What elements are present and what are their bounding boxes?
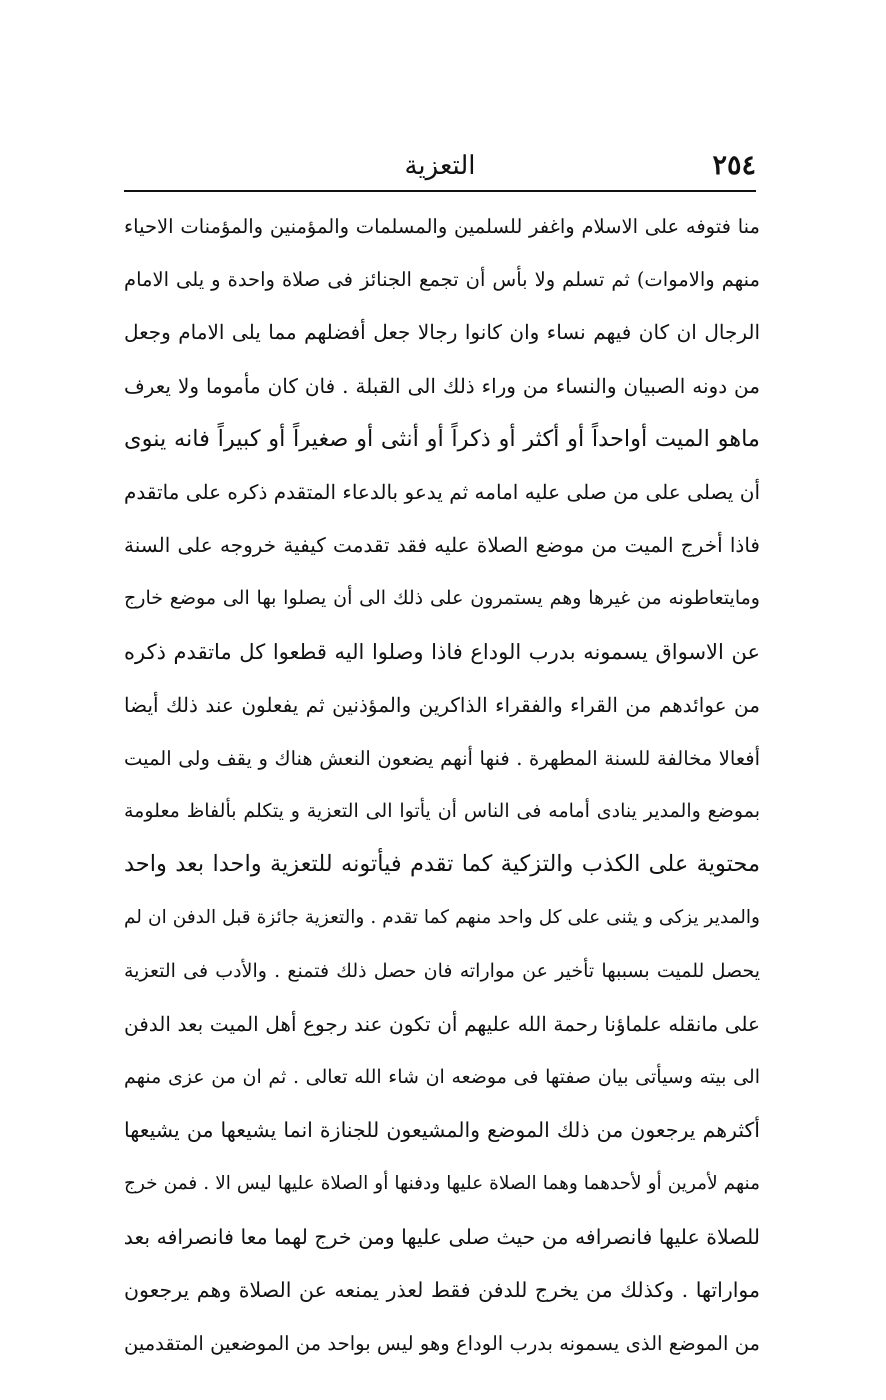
- text-line: محتوية على الكذب والتزكية كما تقدم فيأتونه للتعزية واحدا بعد واحد: [124, 851, 760, 878]
- header-rule: [124, 190, 756, 192]
- text-line: الرجال ان كان فيهم نساء وان كانوا رجالا جعل أفضلهم مما يلى الامام وجعل: [124, 320, 760, 345]
- text-line: بموضع والمدير ينادى أمامه فى الناس أن يأتوا الى التعزية و يتكلم بألفاظ معلومة: [124, 800, 760, 823]
- text-line: من الموضع الذى يسمونه بدرب الوداع وهو ليس بواحد من الموضعين المتقدمين: [124, 1331, 760, 1355]
- text-line: من دونه الصبيان والنساء من وراء ذلك الى القبلة . فان كان مأموما ولا يعرف: [124, 373, 760, 398]
- page-header: [124, 140, 756, 188]
- text-line: للصلاة عليها فانصرافه من حيث صلى عليها ومن خرج لهما معا فانصرافه بعد: [124, 1224, 760, 1249]
- text-line: منهم والاموات) ثم تسلم ولا بأس أن تجمع الجنائز فى صلاة واحدة و يلى الامام: [124, 268, 760, 292]
- text-line: أكثرهم يرجعون من ذلك الموضع والمشيعون للجنازة انما يشيعها من يشيعها: [124, 1118, 760, 1143]
- text-line: ماهو الميت أواحداً أو أكثر أو ذكراً أو أنثى أو صغيراً أو كبيراً فانه ينوى: [124, 425, 760, 452]
- text-line: عن الاسواق يسمونه بدرب الوداع فاذا وصلوا اليه قطعوا كل ماتقدم ذكره: [124, 639, 760, 664]
- running-title: التعزية: [404, 151, 476, 181]
- text-line: فاذا أخرج الميت من موضع الصلاة عليه فقد تقدمت كيفية خروجه على السنة: [124, 533, 760, 558]
- text-line: الى بيته وسيأتى بيان صفتها فى موضعه ان شاء الله تعالى . ثم ان من عزى منهم: [124, 1066, 760, 1088]
- text-line: أفعالا مخالفة للسنة المطهرة . فنها أنهم يضعون النعش هناك و يقف ولى الميت: [124, 746, 760, 770]
- text-line: على مانقله علماؤنا رحمة الله عليهم أن تكون عند رجوع أهل الميت بعد الدفن: [124, 1011, 760, 1036]
- page-number: ٢٥٤: [712, 150, 756, 181]
- text-line: أن يصلى على من صلى عليه امامه ثم يدعو بالدعاء المتقدم ذكره على ماتقدم: [124, 479, 760, 504]
- text-line: من عوائدهم من القراء والفقراء الذاكرين والمؤذنين ثم يفعلون عند ذلك أيضا: [124, 692, 760, 717]
- text-line: يحصل للميت بسببها تأخير عن مواراته فان حصل ذلك فتمنع . والأدب فى التعزية: [124, 959, 760, 982]
- text-line: والمدير يزكى و يثنى على كل واحد منهم كما تقدم . والتعزية جائزة قبل الدفن ان لم: [124, 907, 760, 929]
- text-line: منهم لأمرين أو لأحدهما وهما الصلاة عليها ودفنها أو الصلاة عليها ليس الا . فمن خرج: [124, 1173, 760, 1195]
- body-text: [124, 200, 760, 1370]
- text-line: منا فتوفه على الاسلام واغفر للسلمين والمسلمات والمؤمنين والمؤمنات الاحياء: [124, 215, 760, 238]
- text-line: ومايتعاطونه من غيرها وهم يستمرون على ذلك الى أن يصلوا بها الى موضع خارج: [124, 587, 760, 610]
- text-line: مواراتها . وكذلك من يخرج للدفن فقط لعذر يمنعه عن الصلاة وهم يرجعون: [124, 1277, 760, 1302]
